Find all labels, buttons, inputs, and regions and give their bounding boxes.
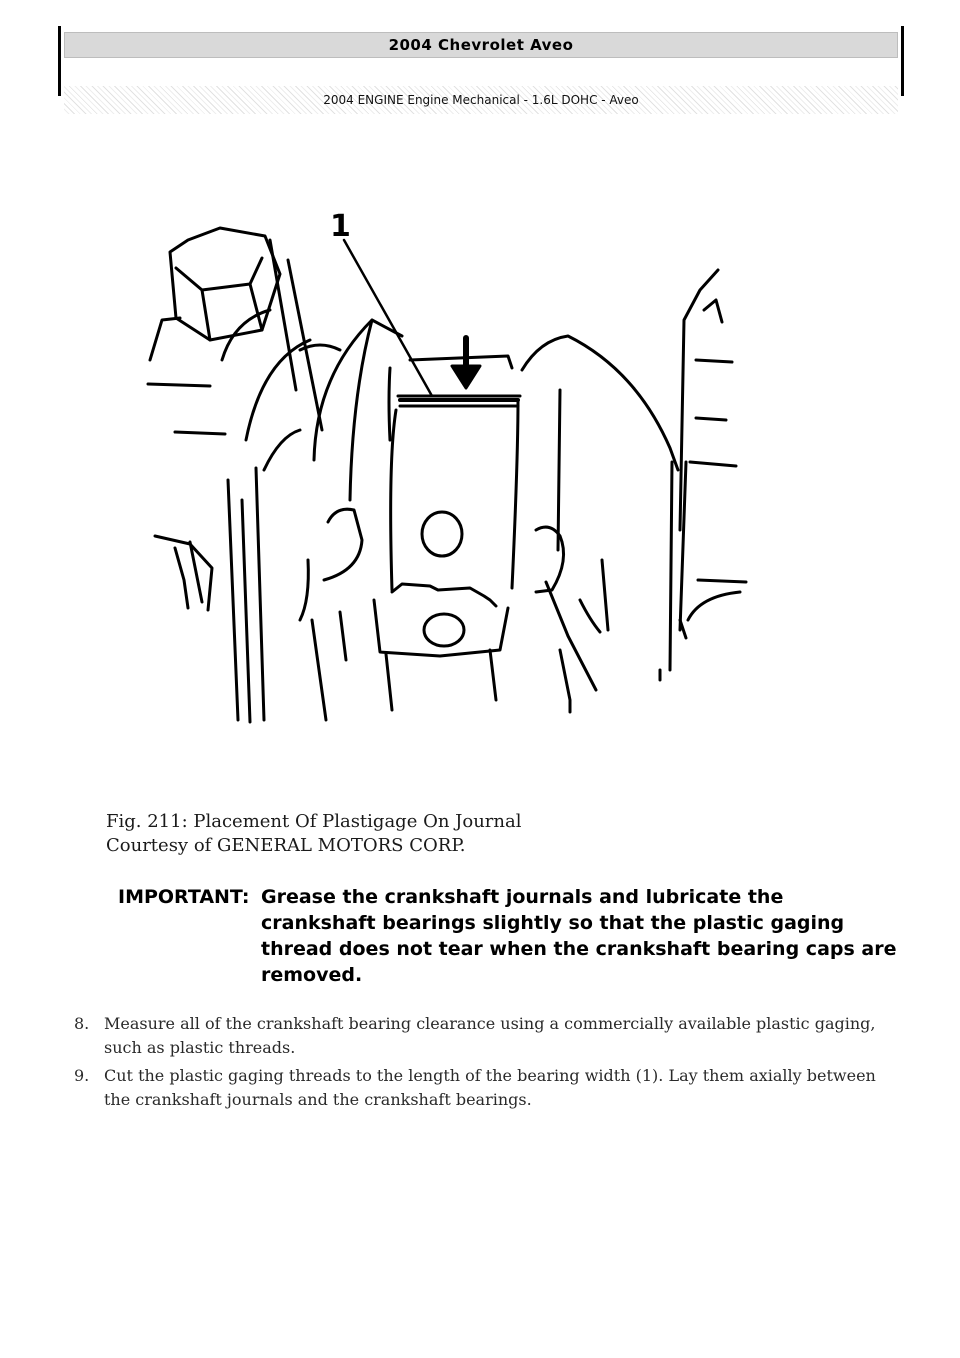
important-text: Grease the crankshaft journals and lubricate the crankshaft bearings slightly so that the plastic gaging thread does not tear when the crankshaft bearing caps are removed.: [261, 886, 897, 986]
document-title: 2004 Chevrolet Aveo: [64, 32, 898, 58]
procedure-step: [74, 1064, 894, 1112]
important-label: IMPORTANT:: [118, 886, 250, 908]
plastigage-illustration: [140, 200, 760, 730]
document-subtitle: 2004 ENGINE Engine Mechanical - 1.6L DOHC - Aveo: [64, 86, 898, 114]
crankshaft-journal: [389, 356, 520, 590]
callout-label: 1: [330, 209, 351, 244]
figure-caption-credit: Courtesy of GENERAL MOTORS CORP.: [106, 835, 466, 856]
procedure-steps: [74, 1012, 894, 1116]
callout-leader-line: [344, 240, 432, 396]
figure-caption: [106, 810, 521, 858]
bolt-head: [170, 228, 322, 430]
placement-arrow: [452, 338, 480, 388]
bearing-cap: [374, 584, 508, 710]
step-text: Cut the plastic gaging threads to the length of the bearing width (1). Lay them axially between the crankshaft journals and the crankshaft bearings.: [104, 1066, 876, 1109]
header-left-rule: [58, 26, 61, 96]
header-right-rule: [901, 26, 904, 96]
figure-caption-title: Fig. 211: Placement Of Plastigage On Journal: [106, 811, 522, 832]
step-number: 8.: [74, 1014, 90, 1033]
document-header: [58, 26, 904, 107]
procedure-step: [74, 1012, 894, 1060]
step-text: Measure all of the crankshaft bearing clearance using a commercially available plastic gaging, such as plastic threads.: [104, 1014, 876, 1057]
step-number: 9.: [74, 1066, 90, 1085]
